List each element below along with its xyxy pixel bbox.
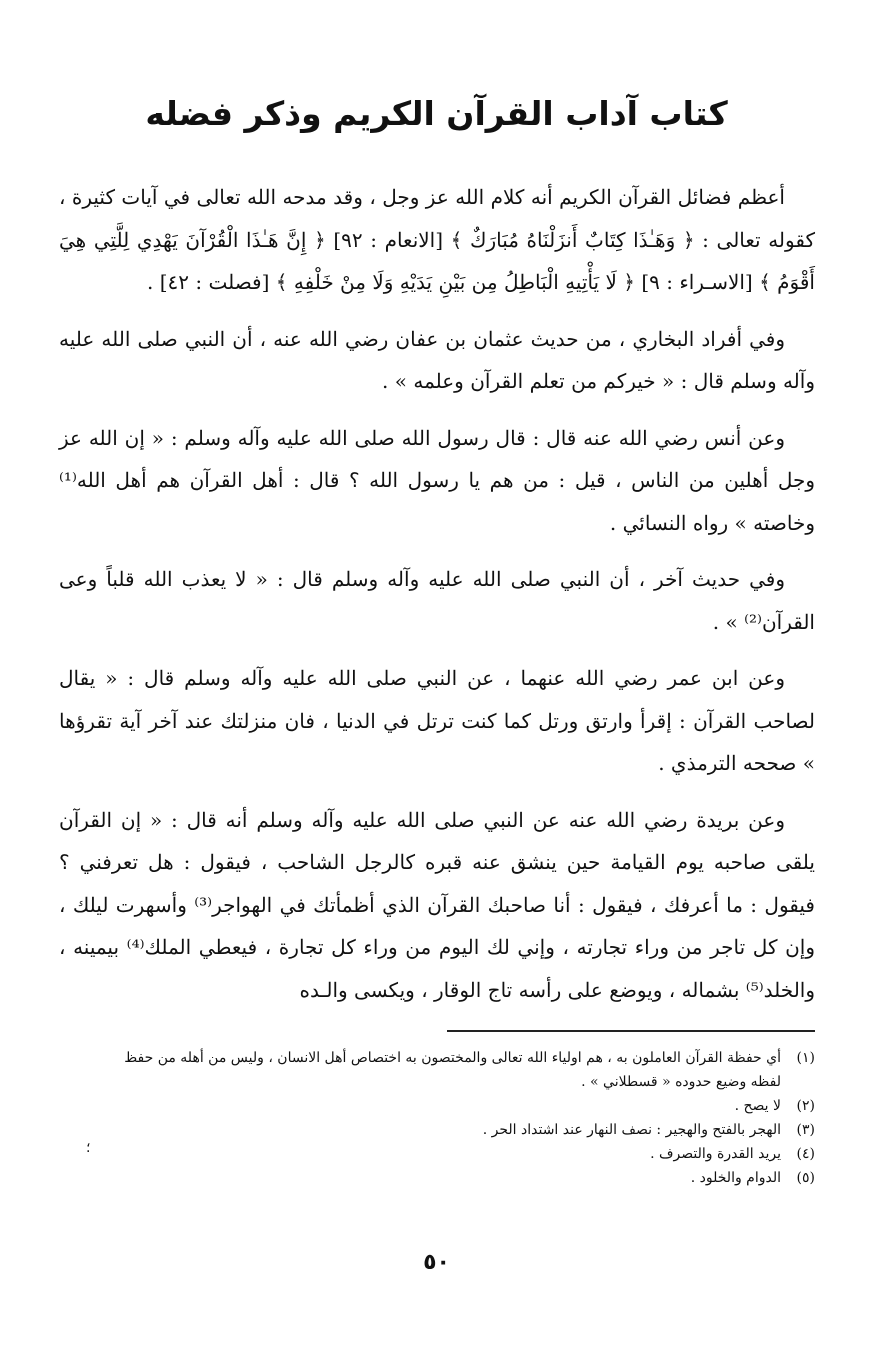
stray-mark: ؛ [86,1140,91,1156]
footnote-3 [59,1118,815,1142]
paragraph-virtues: أعظم فضائل القرآن الكريم أنه كلام الله عز وجل ، وقد مدحه الله تعالى في آيات كثيرة ، كقوله تعالى : ﴿ وَهَـٰذَا كِتَابٌ أَنزَلْنَاهُ مُبَارَكٌ ﴾ [الانعام : ٩٢] ﴿ إِنَّ هَـٰذَا الْقُرْآنَ يَهْدِي لِلَّتِي هِيَ أَقْوَمُ ﴾ [الاسـراء : ٩] ﴿ لَا يَأْتِيهِ الْبَاطِلُ مِن بَيْنِ يَدَيْهِ وَلَا مِنْ خَلْفِهِ ﴾ [فصلت : ٤٢] . [59,185,815,294]
footnote-5 [59,1166,815,1190]
footnote-text: لا يصح . [734,1098,781,1114]
page-number: ٥٠ [423,1250,450,1275]
footnote-number: (٣) [796,1122,815,1138]
footnotes [59,1046,815,1190]
paragraph-ibn-umar-hadith: وعن ابن عمر رضي الله عنهما ، عن النبي صلى الله عليه وآله وسلم قال : « يقال لصاحب القرآن : إقرأ وارتق ورتل كما كنت ترتل في الدنيا ، فان منزلتك عند آخر آية تقرؤها » صححه الترمذي . [59,666,815,775]
footnote-number: (٤) [796,1146,815,1162]
main-text [59,176,815,1025]
footnote-4 [59,1142,815,1166]
footnote-number: (٢) [796,1098,815,1114]
footnote-2 [59,1094,815,1118]
paragraph-bukhari-hadith: وفي أفراد البخاري ، من حديث عثمان بن عفان رضي الله عنه ، أن النبي صلى الله عليه وآله وسلم قال : « خيركم من تعلم القرآن وعلمه » . [59,326,815,393]
footnote-number: (٥) [796,1170,815,1186]
footnote-1 [59,1046,815,1070]
paragraph-anas-hadith: وعن أنس رضي الله عنه قال : قال رسول الله صلى الله عليه وآله وسلم : « إن الله عز وجل أهلين من الناس ، قيل : من هم يا رسول الله ؟ قال : أهل القرآن هم أهل الله⁽¹⁾ وخاصته » رواه النسائي . [59,425,815,535]
footnote-1-continuation: لفظه وضيع حدوده « قسطلاني » . [581,1074,781,1090]
footnote-separator [447,1030,815,1032]
footnote-text: الهجر بالفتح والهجير : نصف النهار عند اشتداد الحر . [482,1122,781,1138]
footnote-text: أي حفظة القرآن العاملون به ، هم اولياء الله تعالى والمختصون به اختصاص أهل الانسان ، وليس من أهله من حفظ [124,1050,781,1066]
paragraph-another-hadith: وفي حديث آخر ، أن النبي صلى الله عليه وآله وسلم قال : « لا يعذب الله قلباً وعى القرآن⁽²⁾ » . [59,567,815,634]
paragraph-buraydah-hadith: وعن بريدة رضي الله عنه عن النبي صلى الله عليه وآله وسلم أنه قال : « إن القرآن يلقى صاحبه يوم القيامة حين ينشق عنه قبره كالرجل الشاحب ، فيقول : هل تعرفني ؟ فيقول : ما أعرفك ، فيقول : أنا صاحبك القرآن الذي أظمأتك في الهواجر⁽³⁾ وأسهرت ليلك ، وإن كل تاجر من وراء تجارته ، وإني لك اليوم من وراء كل تجارة ، فيعطي الملك⁽⁴⁾ بيمينه ، والخلد⁽⁵⁾ بشماله ، ويوضع على رأسه تاج الوقار ، ويكسى والـده [59,807,815,1002]
footnote-text: يريد القدرة والتصرف . [650,1146,781,1162]
footnote-number: (١) [796,1050,815,1066]
page-title: كتاب آداب القرآن الكريم وذكر فضله [145,94,728,133]
footnote-text: الدوام والخلود . [690,1170,781,1186]
